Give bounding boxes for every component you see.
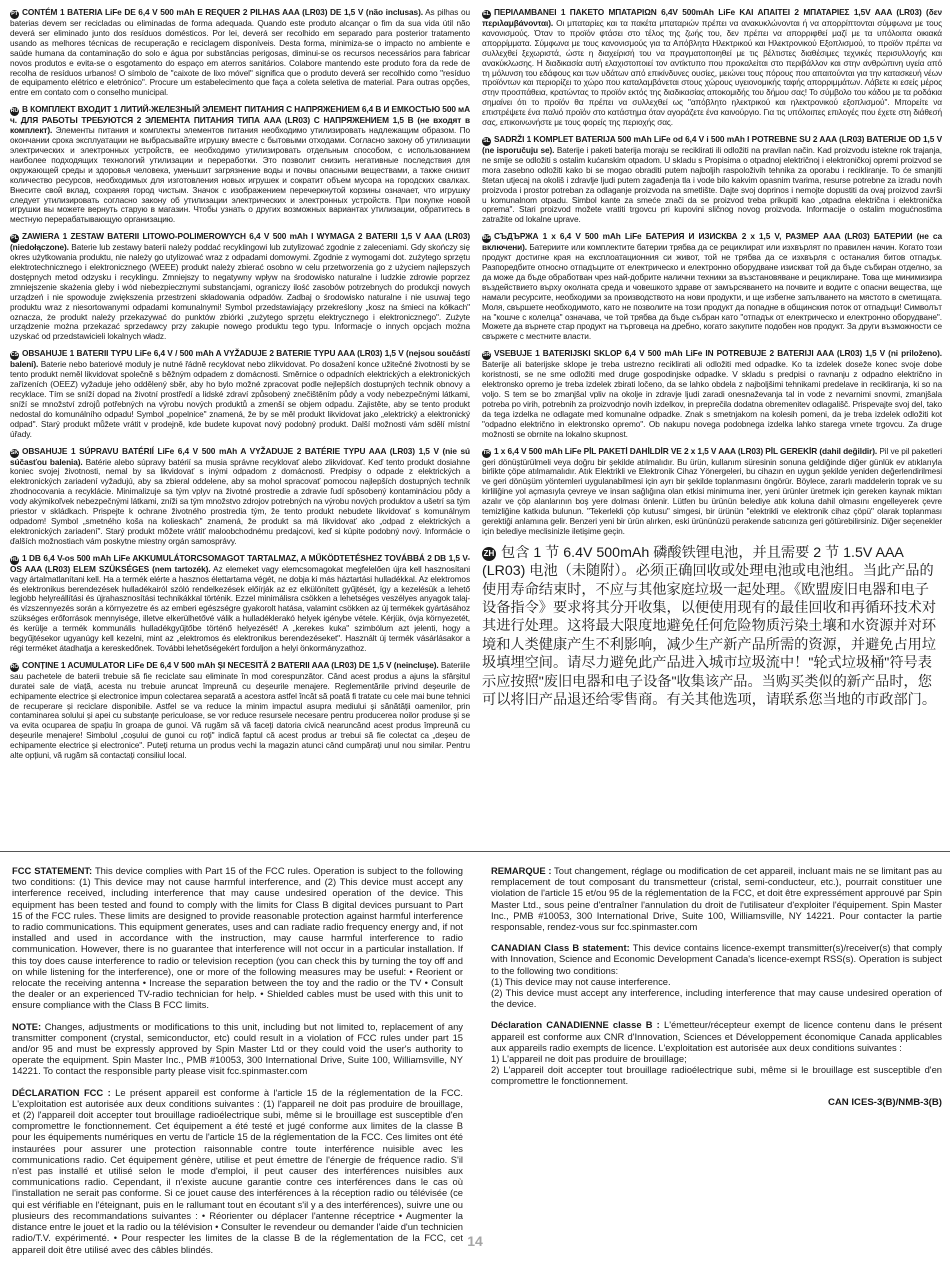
notice-tr bbox=[482, 447, 942, 537]
canada-fr-condition-1: 1) L'appareil ne doit pas produire de brouillage; bbox=[491, 1053, 687, 1065]
lang-badge-sl: SL bbox=[483, 137, 490, 144]
notice-hu bbox=[10, 554, 470, 654]
lang-badge-zh: ZH bbox=[482, 547, 496, 561]
lang-badge-pl: PL bbox=[11, 235, 18, 242]
notice-sk bbox=[10, 447, 470, 547]
notice-ro-heading: CONȚINE 1 ACUMULATOR LiFe DE 6,4 V 500 mAh ȘI NECESITĂ 2 BATERII AAA (LR03) DE 1,5 V (neinclușe). bbox=[22, 659, 439, 670]
notice-zh-body: 包含 1 节 6.4V 500mAh 磷酸铁锂电池，并且需要 2 节 1.5V AAA (LR03) 电池（未随附）。必须正确回收或处理电池或电池组。当此产品的使用寿命结束时，不应与其他家庭垃圾一起处理。《欧盟废旧电器和电子设备指令》要求将其分开收集，以便使用现有的最佳回收和再循环技术对其进行处理。这将最大限度地避免任何危险物质污染土壤和水资源并对环境和人类健康产生不利影响，减少生产新产品所需的资源，并避免占用垃圾填埋空间。请尽力避免此产品进入城市垃圾流中！"轮式垃圾桶"符号表示应按照"废旧电器和电子设备"收集该产品。当购买类似的新产品时，您可以将旧产品退还给零售商。有关其他选项，请联系您当地的市政部门。 bbox=[482, 544, 937, 709]
notice-cs-heading: OBSAHUJE 1 BATERII TYPU LiFe 6,4 V / 500 mAh A VYŽADUJE 2 BATERIE TYPU AAA (LR03) 1,5 V (nejsou součástí balení). bbox=[10, 348, 470, 370]
notice-bg bbox=[482, 232, 942, 342]
notice-pl bbox=[10, 232, 470, 342]
notice-ro-body: Bateriile sau pachetele de baterii trebuie să fie reciclate sau eliminate în mod corespunzător. Când acest produs a ajuns la sfârșitul duratei sale de viață, acesta nu trebuie aruncat împreună cu deșeurile menajere. Reglementările privind deșeurile de echipamente electrice și electronice impun colectarea separată a acestora astfel încât să poată fi tratate cu cele mai bune tehnici de recuperare și reciclare disponibile. Astfel se va reduce la minim impactul asupra mediului și sănătății oamenilor, prin contaminarea solului și apei cu substanțe periculoase, se vor reduce resursele necesare pentru producerea noilor produse și se va evita ocuparea de spațiu în groapa de gunoi. Vă rugăm să vă faceți datoria civică nearuncând acest produs împreună cu deșeurile menajere! Simbolul „coșului de gunoi cu roți" indică faptul că acest produs ar trebui să fie colectat ca „deșeu de echipamente electrice și electronice". Puteți returna un produs vechi la magazin atunci când cumpărați unul nou similar. Pentru alte opțiuni, vă rugăm să contactați consiliul local. bbox=[10, 659, 470, 761]
regulatory-statements bbox=[12, 865, 943, 1255]
notice-sk-heading: OBSAHUJE 1 SÚPRAVU BATÉRIÍ LiFe 6,4 V 500 mAh A VYŽADUJE 2 BATÉRIE TYPU AAA (LR03) 1,5 V (nie sú súčasťou balenia). bbox=[10, 445, 470, 467]
notice-pt-heading: CONTÉM 1 BATERIA LiFe DE 6,4 V 500 mAh E REQUER 2 PILHAS AAA (LR03) DE 1,5 V (não inclusas). bbox=[22, 7, 423, 17]
regulatory-column-left bbox=[12, 865, 464, 1255]
fcc-statement-en bbox=[12, 865, 463, 1011]
notice-bg-body: Батериите или комплектите батерии трябва да се рециклират или изхвърлят по правилен начин. Когато този продукт достигне края на експлоатационния си живот, той не трябва да се изхвърля с останалия битов отпадък. Разпоредбите относно отпадъците от електрическо и електронно оборудване изискват той да бъде събиран отделно, за да може да бъде обработван чрез най-добрите налични техники за възстановяване и рециклиране. Това ще минимизира въздействието върху околната среда и човешкото здраве от замърсяването на почвите и водите с опасни вещества, ще намали ресурсите, необходими за производството на нови продукти, и ще избегне запълването на мястото в сметищата. Моля, свършете необходимото, като не позволите на този продукт да попадне в общинския поток от отпадъци! Символът на "кошче с колелца" означава, че той трябва да бъде събран като "отпадък от електрическо и електронно оборудване". Можете да върнете стар продукт на търговеца на дребно, когато закупите подобен нов продукт. За други възможности се свържете с местните власти. bbox=[482, 242, 942, 342]
fcc-note-fr bbox=[491, 865, 942, 932]
notice-pt bbox=[10, 8, 470, 98]
canada-fr-body: L'émetteur/récepteur exempt de licence contenu dans le présent appareil est conforme aux CNR d'Innovation, Sciences et Développement économique Canada applicables aux appareils radio exempts de licence. L'exploitation est autorisée aux deux conditions suivantes : bbox=[491, 1019, 942, 1053]
notice-pt-body: As pilhas ou baterias devem ser recicladas ou eliminadas de forma adequada. Quando este produto alcançar o fim da sua vida útil não deverá ser eliminado junto dos resíduos domésticos. Por lei, deverá ser recolhido em separado para posterior tratamento usando as melhores técnicas de recuperação e reciclagem disponíveis. Desta forma, minimiza-se o impacto no ambiente e saúde humana da contaminação do solo e água por substâncias perigosas, diminui-se os recursos necessários para fabricar novos produtos e evita-se o esgotamento do espaço em aterros sanitários. Colabore mantendo este produto fora da rede de recolha de resíduos urbanos! O símbolo de "caixote de lixo móvel" significa que o produto deverá ser recolhido como "resíduo de equipamento elétrico e eletrónico". Procure um estabelecimento que faça a coleta seletiva de material. Para outras opções, entre em contato com o conselho municipal. bbox=[10, 7, 470, 98]
notice-pl-heading: ZAWIERA 1 ZESTAW BATERII LITOWO-POLIMEROWYCH 6,4 V 500 mAh I WYMAGA 2 BATERII 1,5 V AAA (LR03) (niedołączone). bbox=[10, 231, 470, 253]
fcc-statement-fr bbox=[12, 1087, 463, 1255]
notice-bg-heading: СЪДЪРЖА 1 x 6,4 V 500 mAh LiFe БАТЕРИЯ И ИЗИСКВА 2 x 1,5 V, РАЗМЕР AAA (LR03) БАТЕРИИ (не са включени). bbox=[482, 231, 942, 253]
section-divider bbox=[0, 851, 950, 852]
fcc-fr-note-body: Tout changement, réglage ou modification de cet appareil, incluant mais ne se limitant pas au remplacement de tout composant du transmetteur (cristal, semi-conducteur, etc.), pourrait constituer une violation de l'article 15 et/ou 95 de la réglementation de la FCC, et doit être expressément approuvé par Spin Master Ltd., sous peine d'entraîner l'annulation du droit de l'utilisateur d'exploiter l'équipement. Spin Master Inc., PMB #10053, 300 International Drive, Suite 100, Williamsville, NY 14221. Pour contacter la partie responsable, rendez-vous sur fcc.spinmaster.com bbox=[491, 865, 943, 933]
notice-sl bbox=[482, 135, 942, 225]
canada-fr-label: Déclaration CANADIENNE classe B : bbox=[491, 1019, 660, 1031]
canada-statement-en bbox=[491, 942, 942, 1009]
recycling-notices bbox=[10, 8, 942, 844]
notice-sr-heading: VSEBUJE 1 BATERIJSKI SKLOP 6,4 V 500 mAh LiFe IN POTREBUJE 2 BATERIJI AAA (LR03) 1,5 V (ni priloženo). bbox=[494, 348, 942, 359]
fcc-note-en bbox=[12, 1021, 463, 1077]
fcc-fr-label: DÉCLARATION FCC : bbox=[12, 1086, 111, 1098]
lang-badge-tr: TR bbox=[482, 449, 491, 456]
lang-badge-ro: RO bbox=[10, 663, 19, 670]
notice-el-heading: ΠΕΡΙΛΑΜΒΑΝΕΙ 1 ΠΑΚΕΤΟ ΜΠΑΤΑΡΙΩΝ 6,4V 500mAh LiFe ΚΑΙ ΑΠΑΙΤΕΙ 2 ΜΠΑΤΑΡΙΕΣ 1,5V AAA (LR03) (δεν περιλαμβάνονται). bbox=[482, 7, 942, 28]
notice-ru-body: Элементы питания и комплекты элементов питания необходимо утилизировать надлежащим образом. По окончании срока эксплуатации не выбрасывайте игрушку вместе с бытовыми отходами. Согласно закону об утилизации электрических и электронных устройств, ее необходимо утилизировать отдельным способом, с использованием наиболее подходящих технологий утилизации и переработки. Это позволит снизить негативные последствия для окружающей среды и здоровья человека, уменьшит загрязнение воды и почвы опасными веществами, а также снизит количество ресурсов, необходимых для изготовления новых игрушек и сократит объем мусора на городских свалках. Внесите свой вклад, сохраняя город чистым. Значок с изображением перечеркнутой корзины означает, что игрушку следует утилизировать согласно закону об утилизации электрических и электронных устройств. При покупке новой игрушки вы можете вернуть старую в магазин. Чтобы узнать о других возможных вариантах утилизации, обратитесь в местную перерабатывающую организацию. bbox=[10, 125, 470, 225]
fcc-fr-body: Le présent appareil est conforme à l'article 15 de la réglementation de la FCC. L'exploitation est autorisée aux deux conditions suivantes : (1) l'appareil ne doit pas produire de brouillage, et (2) l'appareil doit accepter tout brouillage radioélectrique subi, même si le brouillage est susceptible d'en compromettre le fonctionnement. Cet équipement a été testé et jugé conforme aux limites de la classe B pour les équipements numériques en vertu de l'article 15 de la réglementation de la FCC. Ces limites ont été instaurées pour assurer une protection raisonnable contre toute interférence nuisible avec les communications radio. Cet équipement génère, utilise et peut émettre de l'énergie de fréquence radio. S'il n'est pas installé et utilisé selon le mode d'emploi, il peut causer des interférences nuisibles aux communications radio. Cependant, il n'existe aucune garantie contre ces interférences dans le cas où l'installation ne serait pas conforme. Si ce jouet cause des interférences à la réception radio ou télévisée (ce qui est vérifiable en l'éteignant, puis en le rallumant tout en écoutant s'il y a des interférences), suivre une ou plusieurs des recommandations suivantes : • Réorienter ou déplacer l'antenne réceptrice • Augmenter la distance entre le jouet et la radio ou la télévision • Consulter le revendeur ou demander l'aide d'un technicien radio/T.V. expérimenté. • Pour respecter les limites de la classe B de la réglementation de la FCC, cet appareil doit être utilisé avec des câbles blindés. bbox=[12, 1086, 463, 1255]
notice-tr-body: Pil ve pil paketleri geri dönüştürülmeli veya doğru bir şekilde atılmalıdır. Bu ürün, kullanım süresinin sonuna geldiğinde diğer günlük ev atıklarıyla birlikte çöpe atılmamalıdır. Atık Elektrikli ve Elektronik Cihaz Yönergeleri, bu cihazın en uygun şekilde yeniden değerlendirilmesi ve geri dönüşüm yöntemleri uygulanabilmesi için ayrı bir şekilde toplanmasını öngörür. Böylece, zararlı maddelerin toprak ve su kirliliğine yol açmasıyla çevreye ve insan sağlığına olan etkisi minimuma iner, yeni ürünler üretmek için gereken kaynak miktarı azalır ve çöp alanlarının boş yere dolması önlenir. Lütfen bu ürünün belediye atık koluna dahil olmasını engelleyerek çevre temizliğine katkıda bulunun. "Tekerlekli çöp kutusu" simgesi, bir ürünün "elektrikli ve elektronik cihaz çöpü" olarak toplanması gerektiği anlamına gelir. Benzeri yeni bir ürün alırken, eski ürününüzü perakende satıcınıza geri götürebilirsiniz. Diğer seçenekler için belediye meclisinizle iletişime geçin. bbox=[482, 445, 942, 536]
fcc-note-label: NOTE: bbox=[12, 1020, 42, 1032]
fcc-statement-body: This device complies with Part 15 of the FCC rules. Operation is subject to the following two conditions: (1) This device may not cause harmful interference, and (2) This device must accept any interference received, including interference that may cause undesired operation of the device. This equipment has been tested and found to comply with the limits for Class B digital devices pursuant to Part 15 of the FCC rules. These limits are designed to provide reasonable protection against harmful interference to radio communications. This equipment generates, uses and can radiate radio frequency energy and, if not installed and used in accordance with the instruction, may cause harmful interference to radio communication. However, there is no guarantee that interference will not occur in a particular installation. If this toy does cause interference to radio or television reception (you can check this by turning the toy off and on while listening for the interference), one or more of the following measures may be useful: • Reorient or relocate the receiving antenna • Increase the separation between the toy and the radio or the TV • Consult the dealer or an experienced TV-radio technician for help. • Shielded cables must be used with this unit to ensure compliance with the Class B FCC limits. bbox=[12, 865, 464, 1011]
lang-badge-el: EL bbox=[483, 11, 490, 17]
notice-el-body: Οι μπαταρίες και τα πακέτα μπαταριών πρέπει να ανακυκλώνονται ή να απορρίπτονται σύμφωνα με τους κανονισμούς. Όταν το προϊόν φτάσει στο τέλος της ζωής του, δεν πρέπει να απορριφθεί μαζί με τα υπόλοιπα οικιακά απορρίμματα. Σύμφωνα με τους κανονισμούς για τα Απόβλητα Ηλεκτρικού και Ηλεκτρονικού Εξοπλισμού, το προϊόν πρέπει να συλλεχθεί ξεχωριστά, ώστε η διαχείρισή του να πραγματοποιηθεί με τις βέλτιστες διαθέσιμες τεχνικές περισυλλογής και ανακύκλωσης. Η διαδικασία αυτή ελαχιστοποιεί τον αντίκτυπο που προκαλείται στο περιβάλλον και στην ανθρώπινη υγεία από τη μόλυνση του εδάφους και των υδάτων από επικίνδυνες ουσίες, μειώνει τους πόρους που απαιτούνται για την κατασκευή νέων προϊόντων και περιορίζει το χώρο που καταλαμβάνεται στους χώρους υγειονομικής ταφής απορριμμάτων. Λάβετε κι εσείς μέρος στην προσπάθεια, κρατώντας το προϊόν εκτός της διαδικασίας αποκομιδής του δήμου σας! Το σύμβολο του κάδου με τα ροδάκια σημαίνει ότι το προϊόν θα πρέπει να συλλεχθεί ως "απόβλητο ηλεκτρικού και ηλεκτρονικού εξοπλισμού". Μπορείτε να επιστρέψετε ένα παλιό προϊόν στο κατάστημα όταν αγοράζετε ένα καινούργιο. Για τις υπόλοιπες επιλογές που έχετε στη διάθεσή σας, επικοινωνήστε με τους φορείς της περιοχής σας. bbox=[482, 18, 942, 128]
canada-en-condition-2: (2) This device must accept any interference, including interference that may cause undesired operation of the device. bbox=[491, 987, 942, 1010]
notice-cs bbox=[10, 349, 470, 439]
notice-tr-heading: 1 x 6,4 V 500 mAh LiFe PİL PAKETİ DAHİLDİR VE 2 x 1,5 V AAA (LR03) PİL GEREKİR (dahil değildir). bbox=[494, 445, 878, 456]
fcc-statement-label: FCC STATEMENT: bbox=[12, 865, 93, 876]
notice-sl-body: Baterije i paketi baterija moraju se reciklirati ili odložiti na pravilan način. Kad proizvodu istekne rok trajanja, ne smije se odložiti s ostalim kućanskim otpadom. U skladu s Propisima o otpadnoj električnoj i elektroničkoj opremi proizvod se mora zasebno odložiti kako bi se mogao obraditi putem najboljih raspoloživih tehnika za oporabu i recikliranje. To će smanjiti štetan utjecaj na okoliš i zdravlje ljudi putem zagađenja tla i vode bilo kakvim opasnim tvarima, resurse potrebne za izradu novih proizvoda i prostor potreban za odlaganje proizvoda na smetlište. Dajte svoj doprinos i nemojte dopustiti da ovaj proizvod završi u komunalnom otpadu. Simbol kante za smeće znači da se proizvod treba prikupiti kao „otpadna električna i elektronička oprema". Stari proizvod možete vratiti trgovcu pri kupovini sličnog novog proizvoda. Informacije o ostalim mogućnostima zatražite od lokalne uprave. bbox=[482, 144, 942, 225]
lang-badge-hu: HU bbox=[10, 556, 19, 563]
lang-badge-sr: SR bbox=[482, 352, 491, 359]
page-number: 14 bbox=[467, 1233, 483, 1249]
lang-badge-sk: SK bbox=[10, 449, 19, 456]
notice-sl-heading: SADRŽI 1 KOMPLET BATERIJA 500 mAh LiFe od 6,4 V i 500 mAh I POTREBNE SU 2 AAA (LR03) BATERIJE OD 1,5 V (ne isporučuju se). bbox=[482, 133, 942, 155]
notice-pl-body: Baterie lub zestawy baterii należy poddać recyklingowi lub zutylizować zgodnie z zaleceniami. Gdy skończy się okres użytkowania produktu, nie należy go utylizować wraz z odpadami domowymi. Zgodnie z wymogami dot. zużytego sprzętu elektrotechnicznego i elektronicznego (WEEE) produkt należy zbierać osobno w celu przetworzenia go z użyciem najlepszych dostępnych metod odzysku i recyklingu. Zmniejszy to negatywny wpływ na środowisko naturalne i ludzkie zdrowie poprzez zmniejszenie skażenia gleby i wód niebezpiecznymi substancjami, ograniczy ilość zasobów potrzebnych do produkcji nowych urządzeń i nie spowoduje zwiększenia przestrzeni składowania odpadów. Zadbaj o środowisko naturalne i nie usuwaj tego produktu wraz z niesortowanymi odpadami komunalnymi! Symbol przedstawiający przekreślony „kosz na śmieci na kółkach" oznacza, że produkt należy przekazywać do punktów zbiórki „zużytego sprzętu elektrycznego i elektronicznego". Zużyte urządzenie można przekazać sprzedawcy przy zakupie nowego produktu tego typu. Informacje o innych opcjach można uzyskać od przedstawicieli lokalnych władz. bbox=[10, 242, 470, 342]
recycling-column-right bbox=[482, 8, 942, 844]
recycling-column-left bbox=[10, 8, 470, 844]
notice-ro bbox=[10, 661, 470, 761]
canada-en-body: This device contains licence-exempt transmitter(s)/receiver(s) that comply with Innovation, Science and Economic Development Canada's licence-exempt RSS(s). Operation is subject to the following two conditions: bbox=[491, 942, 943, 976]
lang-badge-pt: PT bbox=[11, 11, 18, 17]
canada-statement-fr bbox=[491, 1019, 942, 1086]
notice-sr-body: Baterije ali baterijske sklope je treba ustrezno reciklirati ali odložiti med odpadke. Ko ta izdelek doseže konec svoje dobe koristnosti, se ne sme odložiti med druge gospodinjske odpadke. V skladu s predpisi o ravnanju z odpadno električno in elektronsko opremo je treba izdelek zbirati ločeno, da se lahko obdela z najboljšimi tehnikami predelave in recikliranja, ki so na voljo. S tem se bo zmanjšal vpliv na okolje in zdravje ljudi zaradi onesnaževanja tal in vode z nevarnimi snovmi, zmanjšala potreba po virih, potrebnih za proizvodnjo novih izdelkov, in preprečila dodatna obremenitev odlagališč. Prispevajte svoj del, tako da tega izdelka ne odlagate med komunalne odpadke. Znak s smetnjakom na kolesih pomeni, da je treba izdelek odložiti kot "odpadno električno in elektronsko opremo". Ob nakupu novega podobnega izdelka lahko starega vrnete trgovcu. Za druge možnosti se obrnite na lokalno skupnost. bbox=[482, 359, 942, 439]
ices-compliance-label: CAN ICES-3(B)/NMB-3(B) bbox=[827, 1096, 942, 1108]
notice-sk-body: Batérie alebo súpravy batérií sa musia správne recyklovať alebo zlikvidovať. Keď tento produkt dosiahne koniec svojej životnosti, nemal by sa likvidovať s inými odpadom z domácnosti. Predpisy o odpade z elektrických a elektronických zariadení vyžadujú, aby sa zbieral oddelene, aby sa mohol spracovať pomocou najlepších dostupných techník zhodnocovania a recyklácie. Minimalizuje sa tým vplyv na životné prostredie a zdravie ľudí spôsobený kontamináciou pôdy a vody akýmikoľvek nebezpečnými látkami, zníži sa tým množstvo zdrojov potrebných na výrobu nových produktov a ušetrí sa tým priestor v skládkach. Prispejte k ochrane životného prostredia tým, že tento produkt nebudete likvidovať s komunálnym odpadom! Symbol „smetného koša na kolieskach" znamená, že produkt sa má likvidovať ako „odpad z elektrických a elektronických zariadení". Starý produkt môžete vrátiť maloobchodnému predajcovi, keď si kúpite podobný nový. Informácie o ďalších možnostiach vám poskytne miestny orgán samosprávy. bbox=[10, 456, 470, 546]
notice-sr bbox=[482, 349, 942, 439]
lang-badge-cs: CS bbox=[10, 352, 19, 359]
notice-hu-body: Az elemeket vagy elemcsomagokat megfelelően újra kell hasznosítani vagy ártalmatlanítani kell. Ha a termék elérte a hasznos élettartama végét, ne dobja ki más háztartási hulladékkal. Az elektromos és elektronikus berendezések hulladékairól szóló rendelkezések előírják az ez elkülönített gyűjtését, így a kezelésük a lehető legjobb helyreállítási és újrahasznosítási technikákkal történik. Ezzel minimálisra csökken a lehetséges veszélyes anyagok talaj- és vízszennyezés során a környezetre és az emberi egészségre gyakorolt hatása, valamint csökken az új termékek gyártásához szükséges erőforrások mennyisége, illetve elkerülhetővé válik a hulladéklerakó helyek igénybe vétele. Kérjük, óvja környezetét, és kerülje a termék kommunális hulladékgyűjtőbe történő helyezését! A „kerekes kuka" szimbólum azt jelenti, hogy a begyűjtésekor ugyanúgy kell kezelni, mint az „elektromos és elektronikus berendezéseket". Használt új termék vásárlásakor a régi terméket átadhatja a kereskedőnek. További lehetőségekért forduljon a helyi önkormányzathoz. bbox=[10, 563, 471, 653]
notice-ru bbox=[10, 105, 470, 225]
fcc-note-body: Changes, adjustments or modifications to this unit, including but not limited to, replacement of any transmitter component (crystal, semiconductor, etc) could result in a violation of FCC rules under part 15 and/or 95 and must be expressly approved by Spin Master Ltd or they could void the user's authority to operate the equipment. Spin Master Inc., PMB #10053, 300 International Drive, Suite 100, Williamsville, NY 14221. To contact the responsible party please visit fcc.spinmaster.com bbox=[12, 1020, 463, 1077]
fcc-fr-note-label: REMARQUE : bbox=[491, 865, 552, 876]
notice-zh bbox=[482, 544, 942, 710]
lang-badge-bg: BG bbox=[482, 235, 491, 242]
canada-fr-condition-2: 2) L'appareil doit accepter tout brouillage radioélectrique subi, même si le brouillage est susceptible d'en compromettre le fonctionnement. bbox=[491, 1064, 942, 1087]
notice-hu-heading: 1 DB 6,4 V-os 500 mAh LiFe AKKUMULÁTORCSOMAGOT TARTALMAZ, A MŰKÖDTETÉSHEZ TOVÁBBÁ 2 DB 1,5 V-OS AAA (LR03) ELEM SZÜKSÉGES (nem tartozék). bbox=[10, 552, 470, 574]
notice-ru-heading: В КОМПЛЕКТ ВХОДИТ 1 ЛИТИЙ-ЖЕЛЕЗНЫЙ ЭЛЕМЕНТ ПИТАНИЯ С НАПРЯЖЕНИЕМ 6,4 В И ЕМКОСТЬЮ 500 мА ч. ДЛЯ РАБОТЫ ТРЕБУЮТСЯ 2 ЭЛЕМЕНТА ПИТАНИЯ ТИПА AAA (LR03) С НАПРЯЖЕНИЕМ 1,5 В (не входят в комплект). bbox=[10, 104, 470, 136]
notice-cs-body: Baterie nebo bateriové moduly je nutné řádně recyklovat nebo zlikvidovat. Po dosažení konce užitečné životnosti by se tento produkt neměl likvidovat společně s běžným odpadem z domácnosti. Směrnice o odpadních elektrických a elektronických zařízeních (OEEZ) vyžaduje jeho oddělený sběr, aby ho bylo možné zpracovat podle nejlepších dostupných technik obnovy a recyklace. Tím se sníží dopad na životní prostředí a lidské zdraví způsobený znečištěním půdy a vody nebezpečnými látkami, sníží se množství zdrojů potřebných na výrobu nových produktů a zmenší se objem odpadu. Zajistěte, aby se tento produkt nedostal do komunálního odpadu! Symbol „popelnice" znamená, že by se měl produkt likvidovat jako „elektrický a elektronický odpad". Starý produkt můžete vrátit v prodejně, kde budete kupovat nový podobný produkt. Další možnosti vám sdělí místní úřady. bbox=[10, 359, 470, 439]
regulatory-column-right bbox=[491, 865, 942, 1223]
canada-en-condition-1: (1) This device may not cause interference. bbox=[491, 975, 671, 987]
canada-en-label: CANADIAN Class B statement: bbox=[491, 942, 630, 954]
notice-el bbox=[482, 8, 942, 128]
lang-badge-ru: RU bbox=[10, 108, 19, 115]
